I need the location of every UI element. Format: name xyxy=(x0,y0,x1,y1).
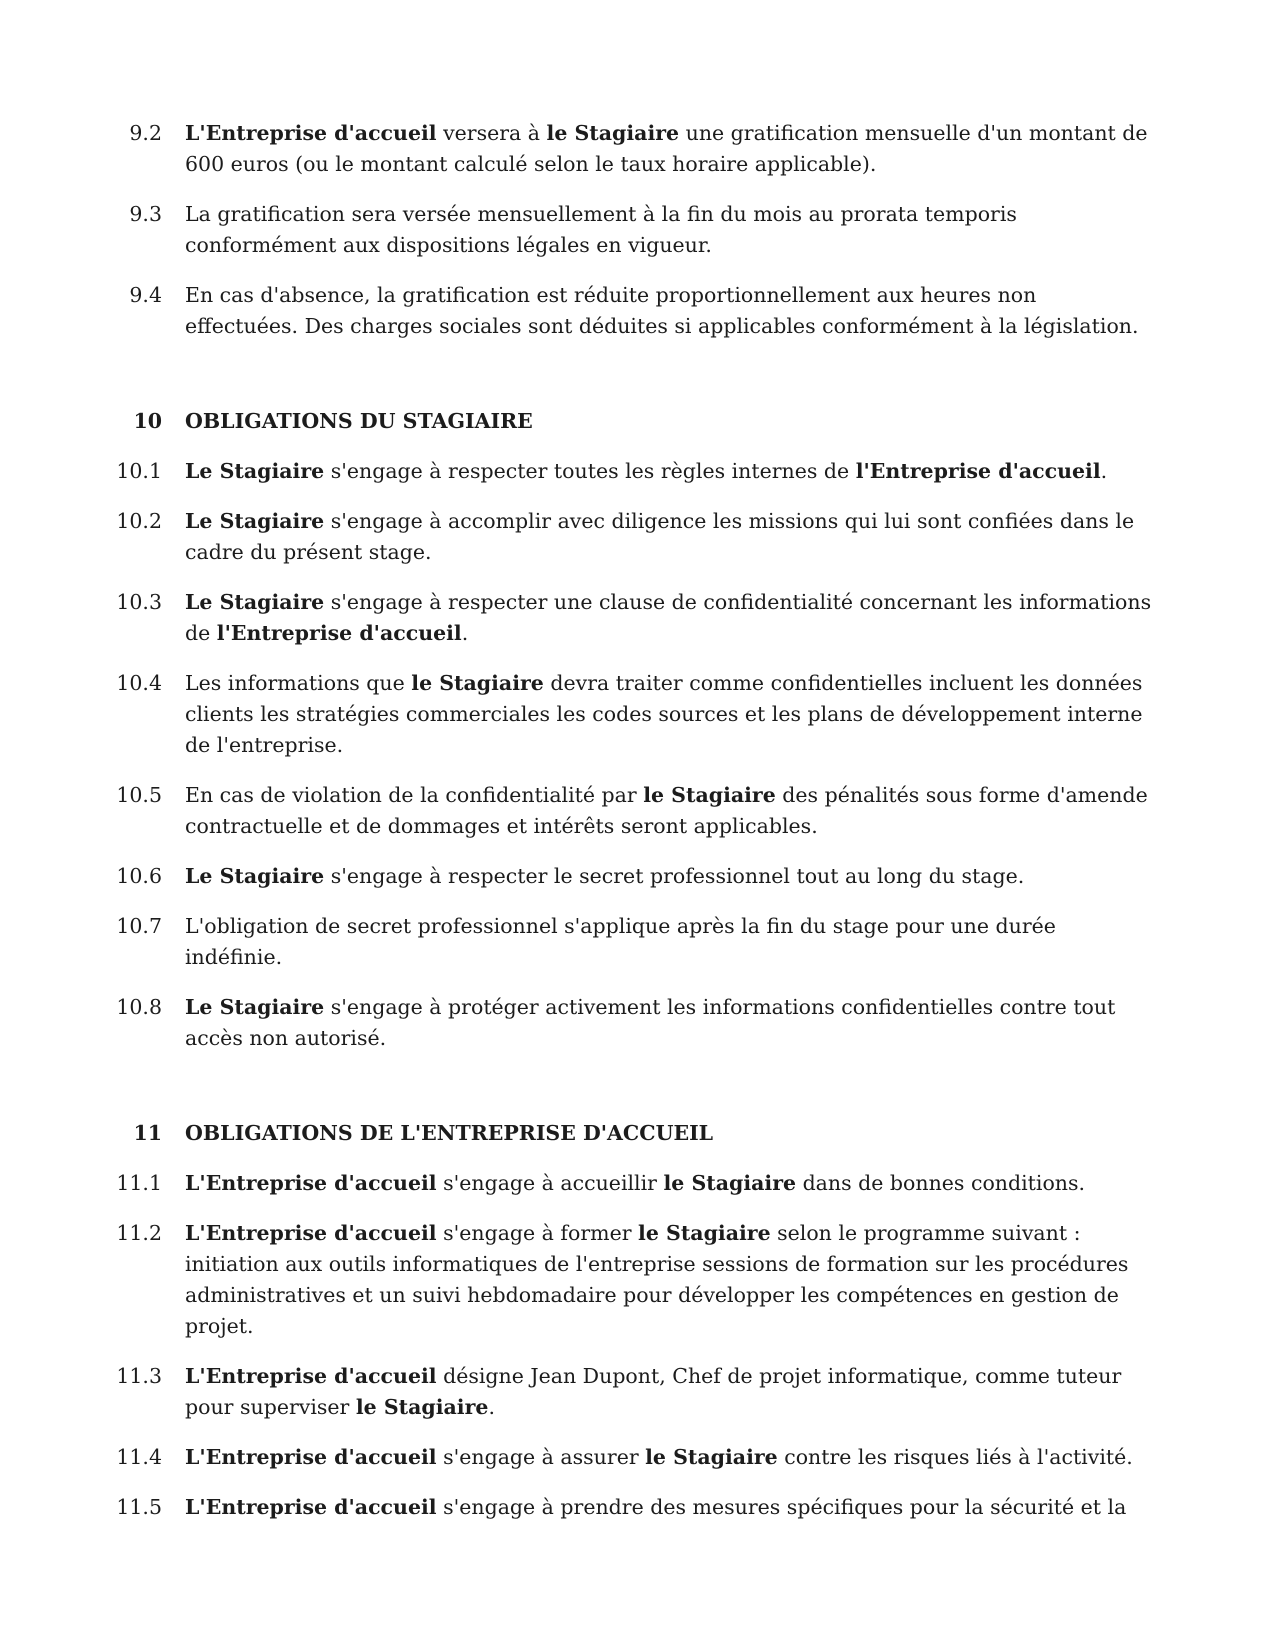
clause-term-bold: L'Entreprise d'accueil xyxy=(185,1495,437,1519)
clause-term-bold: le Stagiaire xyxy=(638,1221,771,1245)
clause-text-run: . xyxy=(461,621,469,645)
clause-text-run: s'engage à protéger activement les informations confidentielles contre tout accès non autorisé. xyxy=(185,995,1116,1050)
clause-text xyxy=(185,280,1155,342)
clause-term-bold: Le Stagiaire xyxy=(185,995,325,1019)
clause-term-bold: Le Stagiaire xyxy=(185,590,325,614)
clause-number: 11.5 xyxy=(116,1495,162,1519)
clause-text-run: s'engage à assurer xyxy=(436,1445,646,1469)
clause-number: 11.1 xyxy=(116,1171,162,1195)
clause-text-run: désigne Jean Dupont, Chef de projet informatique, comme tuteur pour superviser xyxy=(185,1364,1122,1419)
clause-number: 10.7 xyxy=(116,914,162,938)
section-number: 11 xyxy=(133,1121,162,1145)
clause-text-run: s'engage à respecter le secret professionnel tout au long du stage. xyxy=(324,864,1025,888)
clause-term-bold: L'Entreprise d'accueil xyxy=(185,1445,437,1469)
clause-text-run: En cas d'absence, la gratification est réduite proportionnellement aux heures non effectuées. Des charges sociales sont déduites si applicables conformément à la législation. xyxy=(185,283,1139,338)
clause-text xyxy=(185,1218,1155,1342)
clause-text xyxy=(185,456,1155,487)
clause-text-run: La gratification sera versée mensuellement à la fin du mois au prorata temporis conformément aux dispositions légales en vigueur. xyxy=(185,202,1017,257)
clause-text xyxy=(185,861,1155,892)
clause-item xyxy=(0,780,1155,842)
clause-term-bold: L'Entreprise d'accueil xyxy=(185,1171,437,1195)
clause-item xyxy=(0,506,1155,568)
clause-text xyxy=(185,1442,1155,1473)
clause-item xyxy=(0,861,1155,892)
clause-term-bold: le Stagiaire xyxy=(411,671,544,695)
clause-text xyxy=(185,587,1155,649)
section-heading-10 xyxy=(0,406,1155,437)
clause-text xyxy=(185,992,1155,1054)
clause-number: 10.6 xyxy=(116,864,162,888)
clause-number: 11.4 xyxy=(116,1445,162,1469)
clause-text xyxy=(185,199,1155,261)
clause-text xyxy=(185,118,1155,180)
clause-item xyxy=(0,456,1155,487)
clause-item xyxy=(0,280,1155,342)
clause-term-bold: le Stagiaire xyxy=(663,1171,797,1195)
clause-term-bold: le Stagiaire xyxy=(645,1445,778,1469)
clause-text-run: s'engage à respecter toutes les règles internes de xyxy=(324,459,856,483)
clause-item xyxy=(0,1492,1155,1523)
clause-text-run: L'obligation de secret professionnel s'applique après la fin du stage pour une durée indéfinie. xyxy=(185,914,1056,969)
clause-number: 10.2 xyxy=(116,509,162,533)
clause-term-bold: L'Entreprise d'accueil xyxy=(185,121,437,145)
clause-term-bold: le Stagiaire xyxy=(546,121,680,145)
clause-number: 9.4 xyxy=(129,283,162,307)
clause-term-bold: l'Entreprise d'accueil xyxy=(855,459,1101,483)
clause-text xyxy=(185,780,1155,842)
clause-item xyxy=(0,911,1155,973)
clause-item xyxy=(0,1218,1155,1342)
clause-text xyxy=(185,1492,1155,1523)
clause-number: 9.3 xyxy=(129,202,162,226)
clause-text-run: Les informations que xyxy=(185,671,412,695)
clause-item xyxy=(0,1442,1155,1473)
clause-number: 10.5 xyxy=(116,783,162,807)
clause-item xyxy=(0,1361,1155,1423)
clause-term-bold: L'Entreprise d'accueil xyxy=(185,1364,437,1388)
clause-text xyxy=(185,1168,1155,1199)
clause-text-run: contre les risques liés à l'activité. xyxy=(777,1445,1133,1469)
clauses-article-10 xyxy=(0,456,1155,1054)
clause-text-run: s'engage à accomplir avec diligence les missions qui lui sont confiées dans le cadre du présent stage. xyxy=(185,509,1135,564)
clause-text-run: . xyxy=(1100,459,1108,483)
clause-text xyxy=(185,668,1155,761)
clause-number: 9.2 xyxy=(129,121,162,145)
clause-number: 10.3 xyxy=(116,590,162,614)
clause-term-bold: Le Stagiaire xyxy=(185,459,325,483)
clause-item xyxy=(0,118,1155,180)
clause-text-run: s'engage à prendre des mesures spécifiques pour la sécurité et la xyxy=(436,1495,1127,1519)
clause-term-bold: Le Stagiaire xyxy=(185,509,325,533)
clause-text-run: des pénalités sous forme d'amende contractuelle et de dommages et intérêts seront applicables. xyxy=(185,783,1148,838)
clause-term-bold: le Stagiaire xyxy=(643,783,776,807)
clause-text-run: devra traiter comme confidentielles incluent les données clients les stratégies commerciales les codes sources et les plans de développement interne de l'entreprise. xyxy=(185,671,1143,757)
section-heading-11 xyxy=(0,1118,1155,1149)
clause-item xyxy=(0,668,1155,761)
section-title: OBLIGATIONS DE L'ENTREPRISE D'ACCUEIL xyxy=(185,1121,714,1145)
clause-text-run: s'engage à former xyxy=(436,1221,639,1245)
section-title: OBLIGATIONS DU STAGIAIRE xyxy=(185,409,533,433)
clauses-article-9 xyxy=(0,118,1155,342)
clause-text-run: . xyxy=(488,1395,495,1419)
clause-term-bold: L'Entreprise d'accueil xyxy=(185,1221,437,1245)
clause-term-bold: Le Stagiaire xyxy=(185,864,325,888)
clause-number: 10.4 xyxy=(116,671,162,695)
clause-text xyxy=(185,911,1155,973)
clause-item xyxy=(0,992,1155,1054)
clause-number: 10.1 xyxy=(116,459,162,483)
clause-number: 11.3 xyxy=(116,1364,162,1388)
clause-text-run: selon le programme suivant : initiation aux outils informatiques de l'entreprise sessions de formation sur les procédures administratives et un suivi hebdomadaire pour développer les compétences en gestion de projet. xyxy=(185,1221,1129,1338)
clause-item xyxy=(0,587,1155,649)
clause-text-run: En cas de violation de la confidentialité par xyxy=(185,783,644,807)
clause-term-bold: le Stagiaire xyxy=(355,1395,489,1419)
clause-text xyxy=(185,506,1155,568)
clause-text-run: s'engage à respecter une clause de confidentialité concernant les informations de xyxy=(185,590,1152,645)
clause-item xyxy=(0,1168,1155,1199)
clause-term-bold: l'Entreprise d'accueil xyxy=(216,621,462,645)
clause-text-run: versera à xyxy=(436,121,547,145)
clause-text-run: dans de bonnes conditions. xyxy=(796,1171,1086,1195)
clause-number: 10.8 xyxy=(116,995,162,1019)
clauses-article-11 xyxy=(0,1168,1155,1523)
clause-text xyxy=(185,1361,1155,1423)
clause-text-run: une gratification mensuelle d'un montant de 600 euros (ou le montant calculé selon le taux horaire applicable). xyxy=(185,121,1148,176)
clause-number: 11.2 xyxy=(116,1221,162,1245)
clause-item xyxy=(0,199,1155,261)
section-number: 10 xyxy=(133,409,162,433)
clause-text-run: s'engage à accueillir xyxy=(436,1171,664,1195)
